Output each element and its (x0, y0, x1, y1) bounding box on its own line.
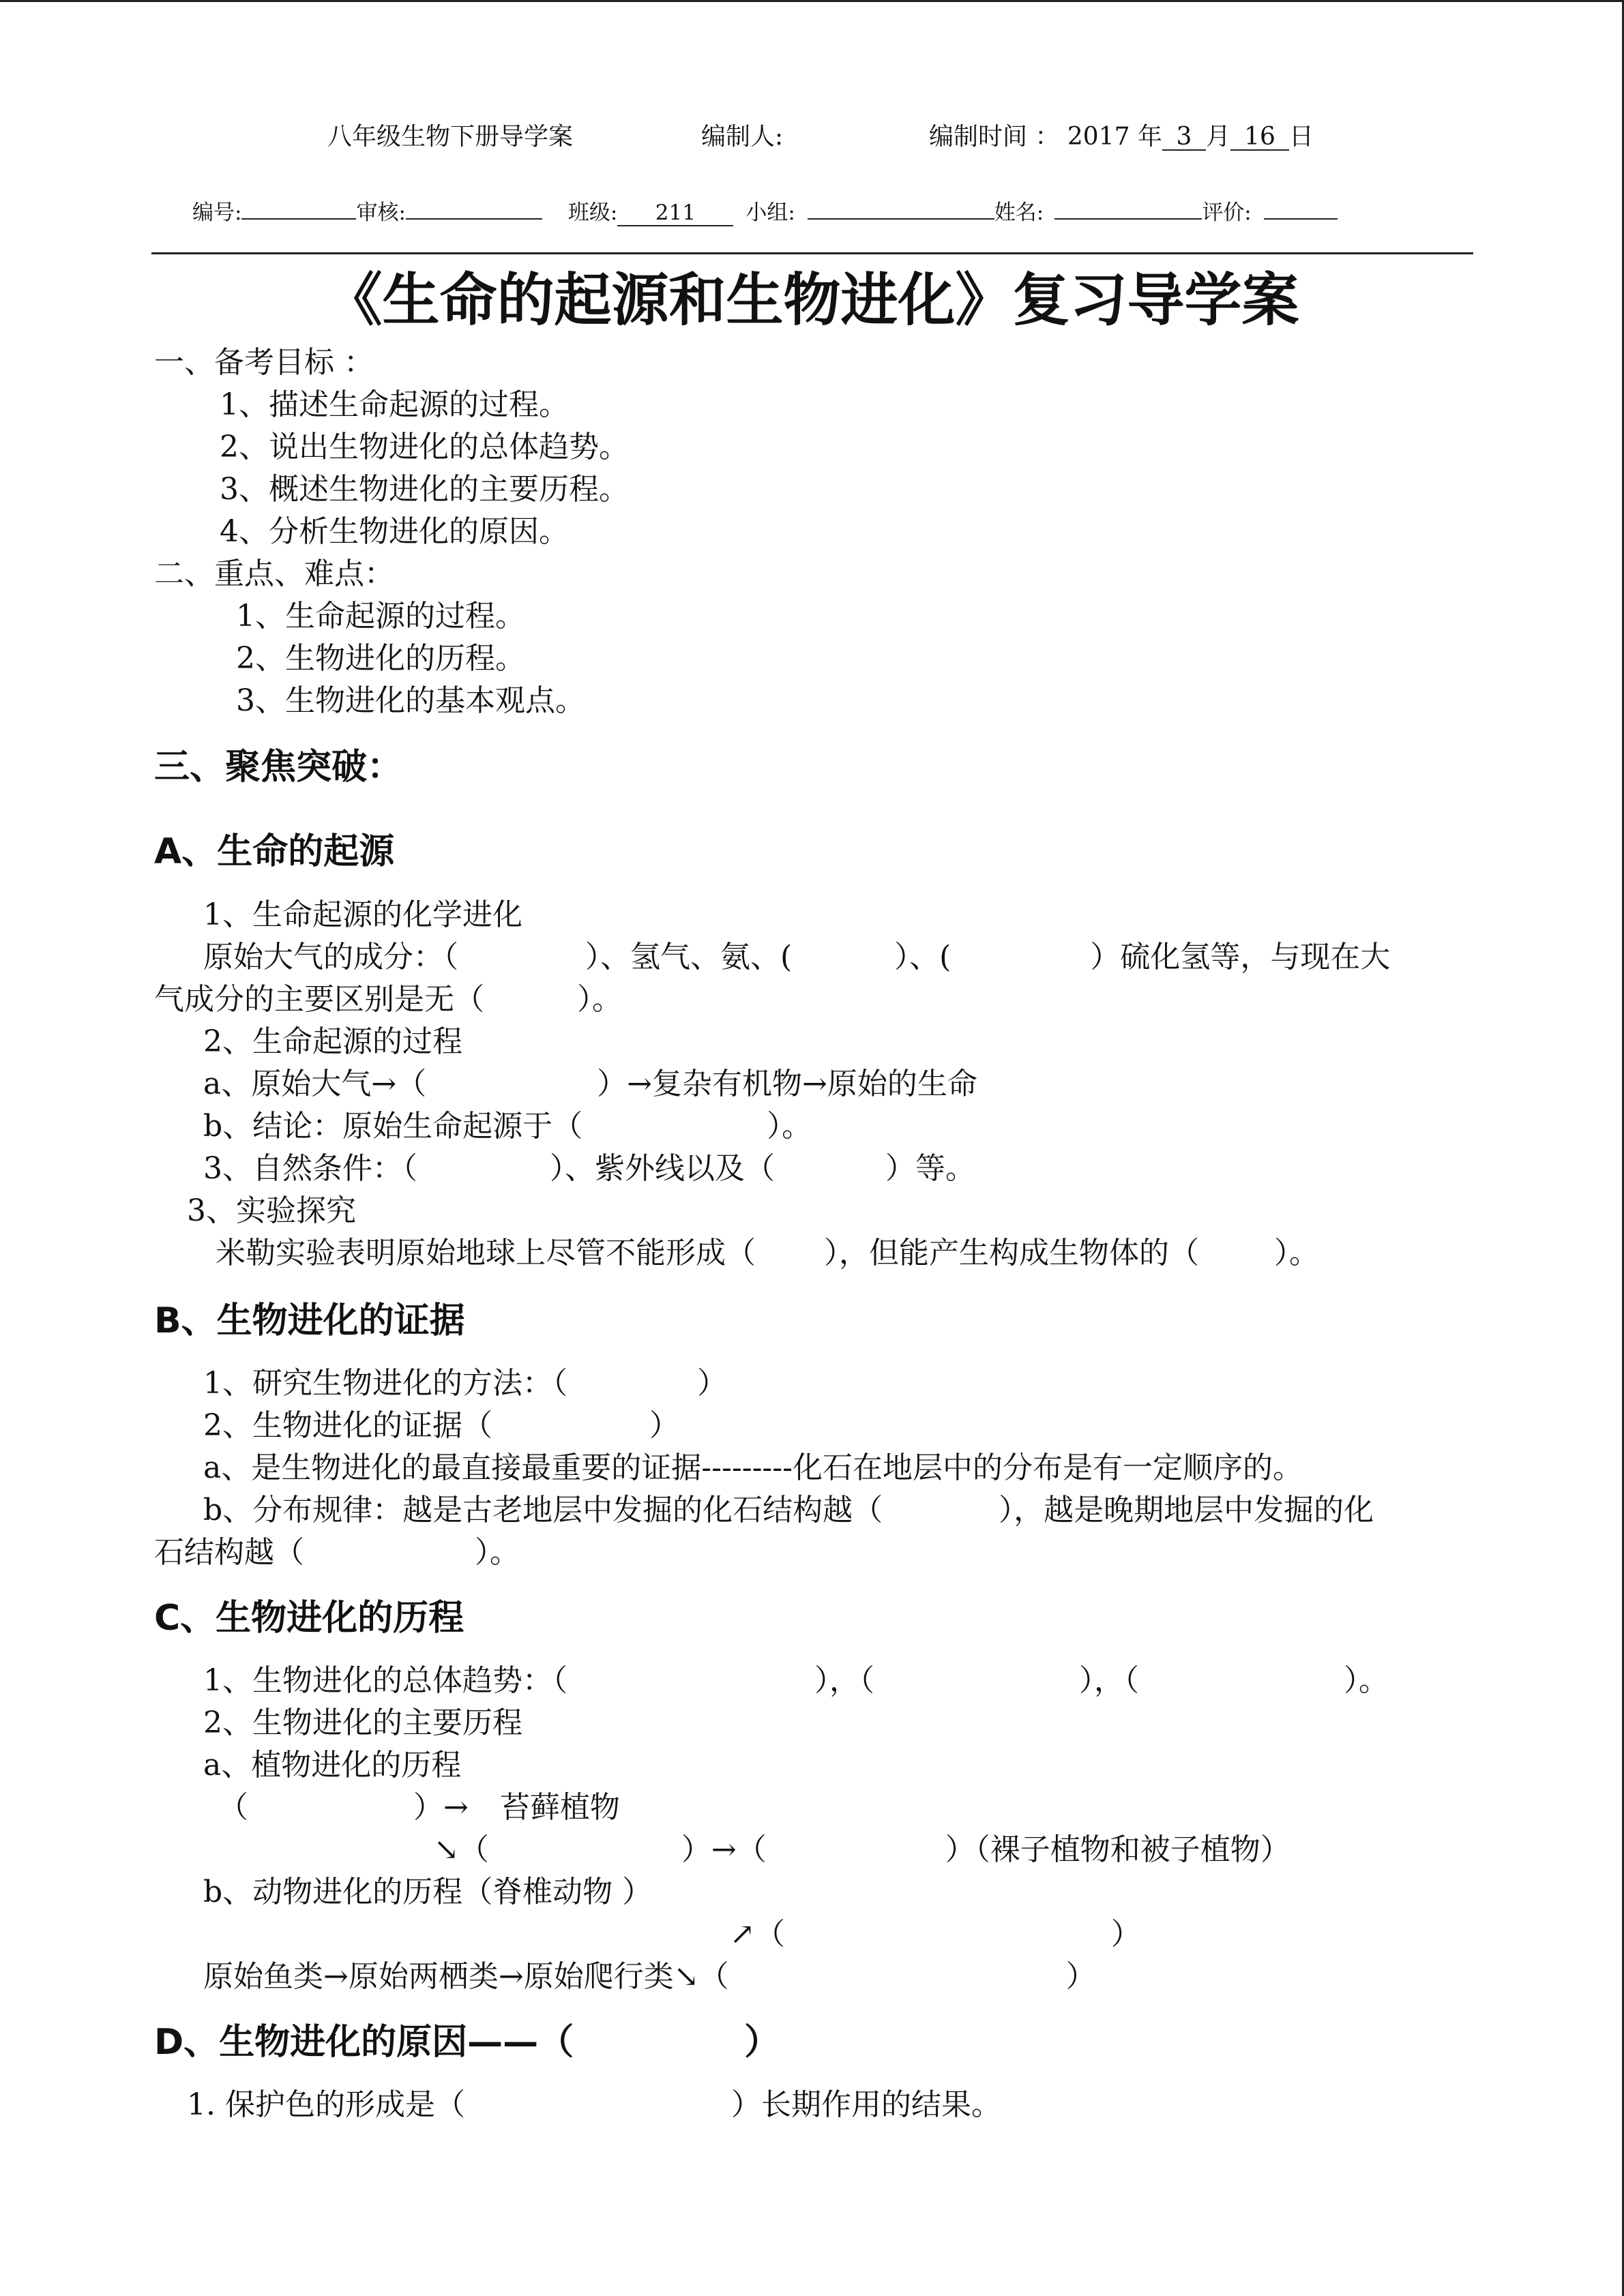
a-line-7 (203, 1149, 975, 1189)
text: ）长期作用的结果。 (730, 2087, 1001, 2122)
section-c-heading: C、生物进化的历程 (154, 1598, 464, 1639)
section-b-heading: B、生物进化的证据 (154, 1300, 465, 1341)
serial-field[interactable] (241, 192, 356, 220)
keypoint-item: 3、生物进化的基本观点。 (236, 683, 585, 718)
text: ↗（ (730, 1917, 785, 1952)
header-divider (151, 252, 1473, 254)
class-field[interactable]: 211 (617, 199, 733, 226)
text: ）。 (577, 982, 622, 1017)
doc-name: 八年级生物下册导学案 (327, 123, 574, 151)
text: ），越是晚期地层中发掘的化 (999, 1493, 1374, 1527)
text: ）等。 (885, 1151, 975, 1186)
a-line-4: 2、生命起源的过程 (203, 1024, 462, 1059)
text: ）。 (1274, 1236, 1319, 1270)
page-title: 《生命的起源和生物进化》复习导学案 (325, 267, 1299, 333)
month-value: 3 (1162, 123, 1206, 151)
text: ） (649, 1408, 679, 1443)
text: b、分布规律：越是古老地层中发掘的化石结构越（ (203, 1493, 883, 1527)
a-line-5 (203, 1064, 977, 1104)
a-line-1: 1、生命起源的化学进化 (203, 897, 522, 932)
text: （ (218, 1790, 248, 1825)
keypoint-item: 2、生物进化的历程。 (236, 641, 525, 676)
keypoint-item: 1、生命起源的过程。 (236, 599, 525, 633)
c-line-2: 2、生物进化的主要历程 (203, 1705, 522, 1740)
name-label: 姓名: (994, 200, 1044, 225)
goal-item: 2、说出生物进化的总体趋势。 (220, 430, 629, 464)
text: ）、( (894, 940, 951, 974)
text: ） (1065, 1959, 1096, 1994)
goal-item: 1、描述生命起源的过程。 (220, 387, 569, 422)
text: ）→复杂有机物→原始的生命 (597, 1067, 977, 1101)
text: ） (744, 2022, 780, 2063)
time-label: 编制时间 ： 2017 年 (929, 123, 1162, 151)
text: ）。 (767, 1109, 812, 1144)
compile-time (929, 117, 1314, 151)
moss-label: 苔藓植物 (499, 1790, 620, 1825)
name-field[interactable] (1054, 192, 1202, 220)
keypoints-heading: 二、重点、难点： (154, 556, 394, 591)
text: ）→（ (681, 1832, 767, 1867)
eval-label: 评价: (1202, 200, 1252, 225)
text: ）。 (1344, 1663, 1389, 1698)
d-line-1 (187, 2085, 1001, 2125)
text: b、结论：原始生命起源于（ (203, 1109, 583, 1144)
text: ）。 (475, 1535, 520, 1570)
review-field[interactable] (406, 192, 542, 220)
section-a-heading: A、生命的起源 (154, 831, 395, 872)
a-line-6 (203, 1107, 812, 1146)
a-line-3 (154, 980, 622, 1019)
text: D、生物进化的原因——（ (154, 2022, 574, 2063)
group-label: 小组: (745, 200, 795, 225)
text: ） (697, 1366, 727, 1401)
text: 米勒实验表明原始地球上尽管不能形成（ (216, 1236, 756, 1270)
goal-item: 3、概述生物进化的主要历程。 (220, 472, 629, 507)
text: 气成分的主要区别是无（ (154, 982, 484, 1017)
focus-heading: 三、聚焦突破： (154, 747, 403, 788)
b-line-5 (154, 1533, 520, 1572)
c-line-6: b、动物进化的历程（脊椎动物 ） (203, 1875, 653, 1909)
text: 石结构越（ (154, 1535, 304, 1570)
text: 3、自然条件：（ (203, 1151, 417, 1186)
text: 2、生物进化的证据（ (203, 1408, 492, 1443)
class-label: 班级: (567, 200, 618, 225)
text: ）（裸子植物和被子植物） (945, 1832, 1290, 1867)
text: a、原始大气→（ (203, 1067, 427, 1101)
text: ），但能产生构成生物体的（ (824, 1236, 1199, 1270)
header-fields (192, 192, 1338, 225)
section-d-heading (154, 2020, 780, 2065)
eval-field[interactable] (1264, 192, 1338, 220)
text: ），（ (814, 1663, 874, 1698)
plant-line-1 (218, 1788, 620, 1828)
b-line-1 (203, 1364, 727, 1403)
goal-item: 4、分析生物进化的原因。 (220, 514, 569, 549)
a-line-8: 3、实验探究 (187, 1193, 356, 1228)
review-label: 审核: (356, 200, 406, 225)
text: ↘（ (434, 1832, 489, 1867)
day-unit: 日 (1288, 123, 1314, 151)
text: ）硫化氢等，与现在大 (1090, 940, 1391, 974)
text: 1、生物进化的总体趋势：（ (203, 1663, 567, 1698)
text: ）→ (413, 1790, 469, 1825)
page-border-top (0, 0, 1624, 2)
c-line-1 (203, 1661, 1389, 1701)
group-field[interactable] (808, 192, 994, 220)
text: ） (1110, 1917, 1141, 1952)
day-value: 16 (1230, 123, 1289, 151)
b-line-3: a、是生物进化的最直接最重要的证据---------化石在地层中的分布是有一定顺序的。 (203, 1450, 1303, 1485)
text: ）、氢气、氨、( (585, 940, 793, 974)
editor-label: 编制人: (701, 123, 784, 151)
goals-heading: 一、备考目标 ： (154, 345, 374, 380)
animal-line-1 (730, 1915, 1141, 1954)
text: ），（ (1079, 1663, 1139, 1698)
b-line-4 (203, 1491, 1374, 1530)
serial-label: 编号: (192, 200, 242, 225)
month-unit: 月 (1205, 123, 1230, 151)
a-line-2 (203, 938, 1390, 977)
plant-line-2 (434, 1830, 1290, 1870)
text: 原始大气的成分：（ (203, 940, 458, 974)
c-line-3: a、植物进化的历程 (203, 1748, 462, 1783)
text: 1. 保护色的形成是（ (187, 2087, 465, 2122)
text: 原始鱼类→原始两栖类→原始爬行类↘（ (203, 1959, 729, 1994)
text: ）、紫外线以及（ (550, 1151, 775, 1186)
animal-line-2 (203, 1957, 1096, 1997)
b-line-2 (203, 1406, 679, 1446)
text: 1、研究生物进化的方法：（ (203, 1366, 567, 1401)
a-line-9 (216, 1234, 1319, 1273)
